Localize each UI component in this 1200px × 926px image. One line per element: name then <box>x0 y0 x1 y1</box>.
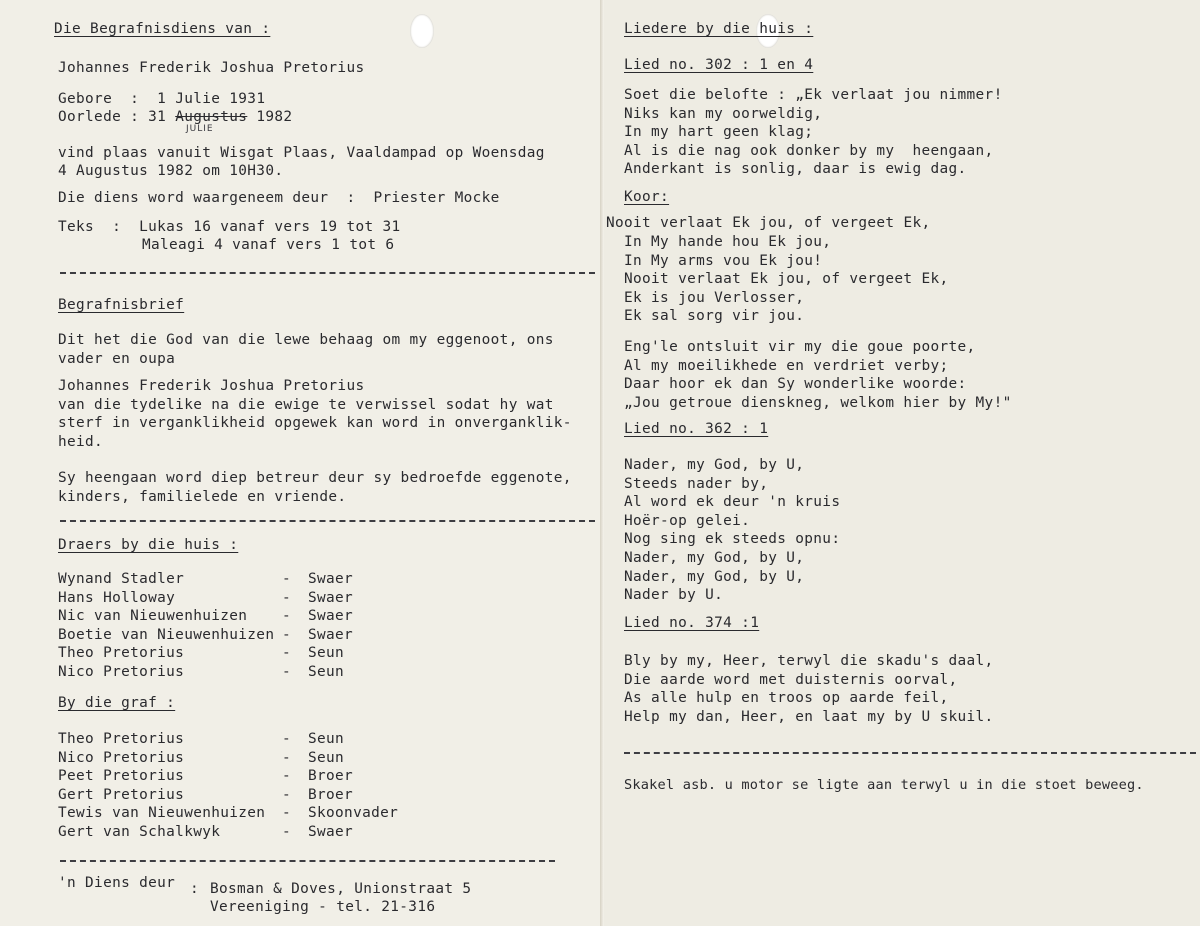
letter-line: vader en oupa <box>58 350 176 367</box>
bearer-row: Nico Pretorius - Seun <box>58 663 345 680</box>
bearer-relation: Swaer <box>308 626 354 643</box>
text-value-2: Maleagi 4 vanaf vers 1 tot 6 <box>142 237 395 253</box>
verse-line: As alle hulp en troos op aarde feil, <box>624 690 949 707</box>
bearer-name: Hans Holloway <box>58 589 176 606</box>
bearer-relation: Broer <box>308 768 354 785</box>
bearer-relation: Swaer <box>308 589 354 606</box>
bearer-row: Gert Pretorius - Broer <box>58 786 354 803</box>
bearer-name: Boetie van Nieuwenhuizen <box>58 626 275 643</box>
bearer-row: Peet Pretorius - Broer <box>58 768 354 785</box>
verse-line: Soet die belofte : „Ek verlaat jou nimmer! <box>624 87 1003 103</box>
bearers-grave-list <box>58 730 398 842</box>
letter-line: Johannes Frederik Joshua Pretorius <box>58 378 365 394</box>
bearer-row: Boetie van Nieuwenhuizen - Swaer <box>58 626 354 643</box>
verse-line: Nader, my God, by U, <box>624 457 805 473</box>
bearer-row: Theo Pretorius - Seun <box>58 645 345 662</box>
verse-line: Eng'le ontsluit vir my die goue poorte, <box>624 339 976 355</box>
letter-line: sterf in verganklikheid opgewek kan word in onverganklik- <box>58 415 572 432</box>
bearers-house-heading: Draers by die huis : <box>58 537 239 553</box>
bearer-name: Gert Pretorius <box>58 786 185 803</box>
bearer-name: Theo Pretorius <box>58 645 185 662</box>
verse-line: Al is die nag ook donker by my heengaan, <box>624 142 994 159</box>
verse-line: Nader, my God, by U, <box>624 568 805 585</box>
venue-line-1: vind plaas vanuit Wisgat Plaas, Vaaldampad op Woensdag <box>58 145 545 161</box>
bearer-row: Gert van Schalkwyk - Swaer <box>58 823 354 840</box>
officiant-line: Die diens word waargeneem deur : Priester Mocke <box>58 190 500 206</box>
service-line-2: Vereeniging - tel. 21-316 <box>210 899 436 915</box>
right-page <box>604 0 1200 926</box>
hymns-heading: Liedere by die huis : <box>624 21 814 37</box>
bearer-relation: Seun <box>308 645 345 662</box>
verse-line: Anderkant is sonlig, daar is ewig dag. <box>624 161 967 178</box>
letter-paragraph-1 <box>58 331 554 368</box>
verse-line: Nader, my God, by U, <box>624 549 805 566</box>
bearer-name: Peet Pretorius <box>58 768 185 785</box>
bearer-name: Wynand Stadler <box>58 571 185 587</box>
chorus-title: Koor: <box>624 189 670 205</box>
verse-line: In my hart geen klag; <box>624 124 814 141</box>
bearer-row: Theo Pretorius - Seun <box>58 731 345 747</box>
service-line-1: Bosman & Doves, Unionstraat 5 <box>210 881 472 897</box>
divider <box>624 752 1196 754</box>
officiant-value: Priester Mocke <box>373 190 500 206</box>
verse-line: Daar hoor ek dan Sy wonderlike woorde: <box>624 376 967 393</box>
closing-note: Skakel asb. u motor se ligte aan terwyl u in die stoet beweeg. <box>624 777 1144 793</box>
hymn-3-title: Lied no. 374 :1 <box>624 615 760 631</box>
bearers-house-list <box>58 570 353 682</box>
bearer-name: Gert van Schalkwyk <box>58 823 221 840</box>
chorus-line: Nooit verlaat Ek jou, of vergeet Ek, <box>624 271 949 288</box>
service-label: 'n Diens deur <box>58 875 176 891</box>
bearer-name: Nico Pretorius <box>58 663 185 680</box>
verse-line: Al word ek deur 'n kruis <box>624 494 841 511</box>
bearer-name: Nico Pretorius <box>58 749 185 766</box>
letter-heading: Begrafnisbrief <box>58 297 185 313</box>
bearer-relation: Swaer <box>308 823 354 840</box>
chorus-line: Ek is jou Verlosser, <box>624 289 805 306</box>
verse-line: Bly by my, Heer, terwyl die skadu's daal, <box>624 653 994 669</box>
verse-line: Niks kan my oorweldig, <box>624 105 823 122</box>
text-value-1: Lukas 16 vanaf vers 19 tot 31 <box>139 219 401 235</box>
handwritten-correction: JULIE <box>186 124 214 134</box>
born-line: Gebore : 1 Julie 1931 <box>58 91 266 107</box>
verse-line: Die aarde word met duisternis oorval, <box>624 671 958 688</box>
letter-line: kinders, familielede en vriende. <box>58 488 347 505</box>
funeral-heading: Die Begrafnisdiens van : <box>54 21 271 37</box>
letter-paragraph-3 <box>58 469 572 506</box>
hymn-2-verse <box>624 456 840 605</box>
hymn-1-title: Lied no. 302 : 1 en 4 <box>624 57 814 73</box>
letter-paragraph-2 <box>58 377 572 451</box>
verse-line: Hoër-op gelei. <box>624 512 751 529</box>
hymn-3-verse <box>624 652 994 726</box>
verse-line: Al my moeilikhede en verdriet verby; <box>624 357 949 374</box>
chorus-lines <box>624 233 949 326</box>
bearer-name: Tewis van Nieuwenhuizen <box>58 805 266 822</box>
died-line: Oorlede : 31 Augustus 1982 <box>58 109 293 125</box>
verse-line: „Jou getroue dienskneg, welkom hier by My!" <box>624 394 1012 411</box>
verse-line: Nader by U. <box>624 587 724 604</box>
born-label: Gebore <box>58 91 113 107</box>
hymn-1-verse <box>624 86 1003 179</box>
bearer-relation: Broer <box>308 786 354 803</box>
bearer-relation: Seun <box>308 749 345 766</box>
died-year: 1982 <box>256 109 293 125</box>
chorus-line: In My arms vou Ek jou! <box>624 252 823 269</box>
bearer-name: Theo Pretorius <box>58 731 185 747</box>
verse-line: Help my dan, Heer, en laat my by U skuil. <box>624 708 994 725</box>
bearers-grave-heading: By die graf : <box>58 695 176 711</box>
bearer-relation: Swaer <box>308 608 354 625</box>
bearer-row: Nic van Nieuwenhuizen - Swaer <box>58 608 354 625</box>
chorus-line: In My hande hou Ek jou, <box>624 234 832 250</box>
chorus-line: Ek sal sorg vir jou. <box>624 308 805 325</box>
text-line-1: Teks : Lukas 16 vanaf vers 19 tot 31 <box>58 219 401 235</box>
divider <box>60 860 555 862</box>
died-month-struck: Augustus <box>175 109 248 125</box>
divider <box>60 272 595 274</box>
chorus-first-line: Nooit verlaat Ek jou, of vergeet Ek, <box>606 215 931 231</box>
bearer-row: Nico Pretorius - Seun <box>58 749 345 766</box>
officiant-label: Die diens word waargeneem deur <box>58 190 329 206</box>
bearer-row: Wynand Stadler - Swaer <box>58 571 354 587</box>
died-label: Oorlede <box>58 109 122 125</box>
punch-hole <box>410 14 434 48</box>
deceased-name: Johannes Frederik Joshua Pretorius <box>58 60 365 76</box>
bearer-relation: Swaer <box>308 571 354 587</box>
venue-line-2: 4 Augustus 1982 om 10H30. <box>58 163 284 179</box>
bearer-row: Tewis van Nieuwenhuizen - Skoonvader <box>58 805 399 822</box>
letter-line: Sy heengaan word diep betreur deur sy bedroefde eggenote, <box>58 470 572 486</box>
bearer-relation: Skoonvader <box>308 805 399 822</box>
verse-line: Nog sing ek steeds opnu: <box>624 531 841 548</box>
verse-line: Steeds nader by, <box>624 475 769 492</box>
born-value: 1 Julie 1931 <box>157 91 266 107</box>
text-label: Teks <box>58 219 95 235</box>
died-day: 31 <box>148 109 167 125</box>
letter-line: Dit het die God van die lewe behaag om my eggenoot, ons <box>58 332 554 348</box>
divider <box>60 520 595 522</box>
letter-line: van die tydelike na die ewige te verwissel sodat hy wat <box>58 396 554 413</box>
hymn-1-verse-2 <box>624 338 1012 412</box>
letter-line: heid. <box>58 433 104 450</box>
bearer-name: Nic van Nieuwenhuizen <box>58 608 248 625</box>
bearer-relation: Seun <box>308 663 345 680</box>
bearer-relation: Seun <box>308 731 345 747</box>
bearer-row: Hans Holloway - Swaer <box>58 589 354 606</box>
hymn-2-title: Lied no. 362 : 1 <box>624 421 769 437</box>
service-colon: : <box>190 881 200 897</box>
